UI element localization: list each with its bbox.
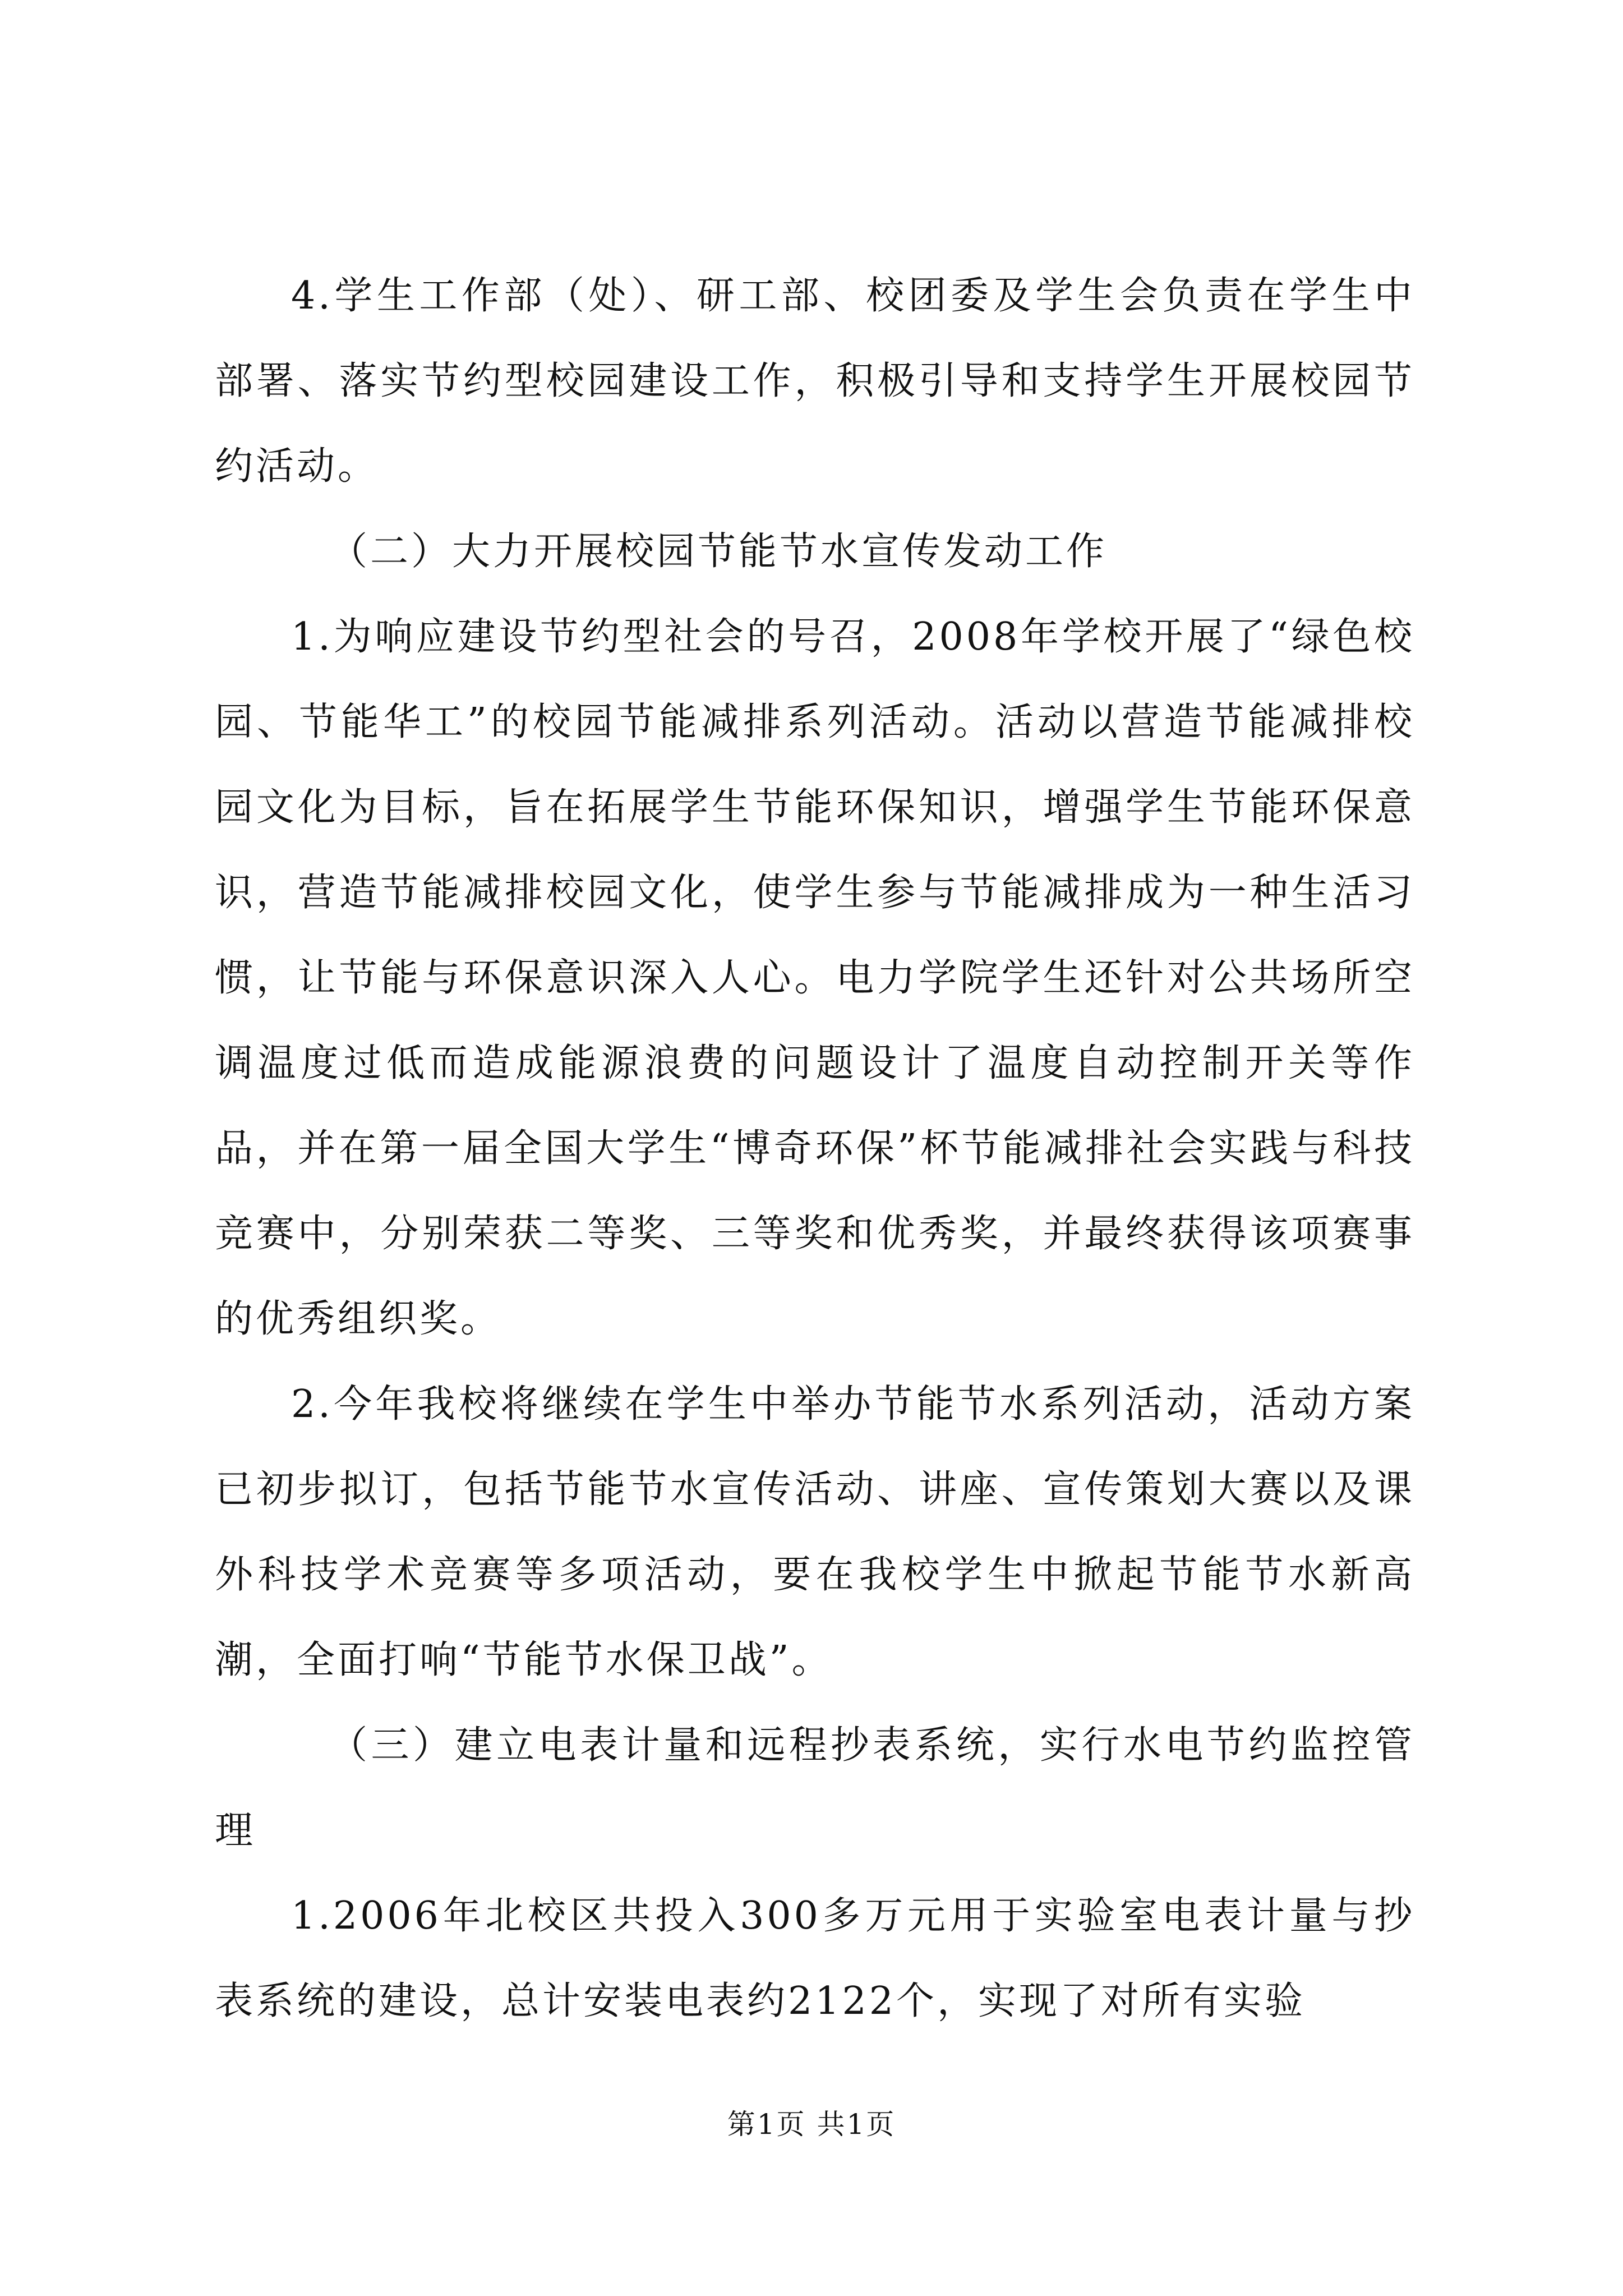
paragraph-meter-system: 1.2006年北校区共投入300多万元用于实验室电表计量与抄表系统的建设，总计安装电表约2122个，实现了对所有实验 [215,1894,1415,2023]
document-body [215,254,1415,2044]
section-heading-metering: （三）建立电表计量和远程抄表系统，实行水电节约监控管理 [215,1723,1415,1853]
section-heading-publicity: （二）大力开展校园节能节水宣传发动工作 [329,530,1108,574]
page-footer: 第1页 共1页 [727,2108,896,2141]
paragraph-student-affairs: 4.学生工作部（处）、研工部、校团委及学生会负责在学生中部署、落实节约型校园建设工作，积极引导和支持学生开展校园节约活动。 [215,274,1415,489]
paragraph-green-campus-activity: 1.为响应建设节约型社会的号召，2008年学校开展了“绿色校园、节能华工”的校园节能减排系列活动。活动以营造节能减排校园文化为目标，旨在拓展学生节能环保知识，增强学生节能环保意识，营造节能减排校园文化，使学生参与节能减排成为一种生活习惯，让节能与环保意识深入人心。电力学院学生还针对公共场所空调温度过低而造成能源浪费的问题设计了温度自动控制开关等作品，并在第一届全国大学生“博奇环保”杯节能减排社会实践与科技竞赛中，分别荣获二等奖、三等奖和优秀奖，并最终获得该项赛事的优秀组织奖。 [215,615,1415,1341]
paragraph-this-year-activities: 2.今年我校将继续在学生中举办节能节水系列活动，活动方案已初步拟订，包括节能节水宣传活动、讲座、宣传策划大赛以及课外科技学术竞赛等多项活动，要在我校学生中掀起节能节水新高潮，全面打响“节能节水保卫战”。 [215,1382,1415,1682]
